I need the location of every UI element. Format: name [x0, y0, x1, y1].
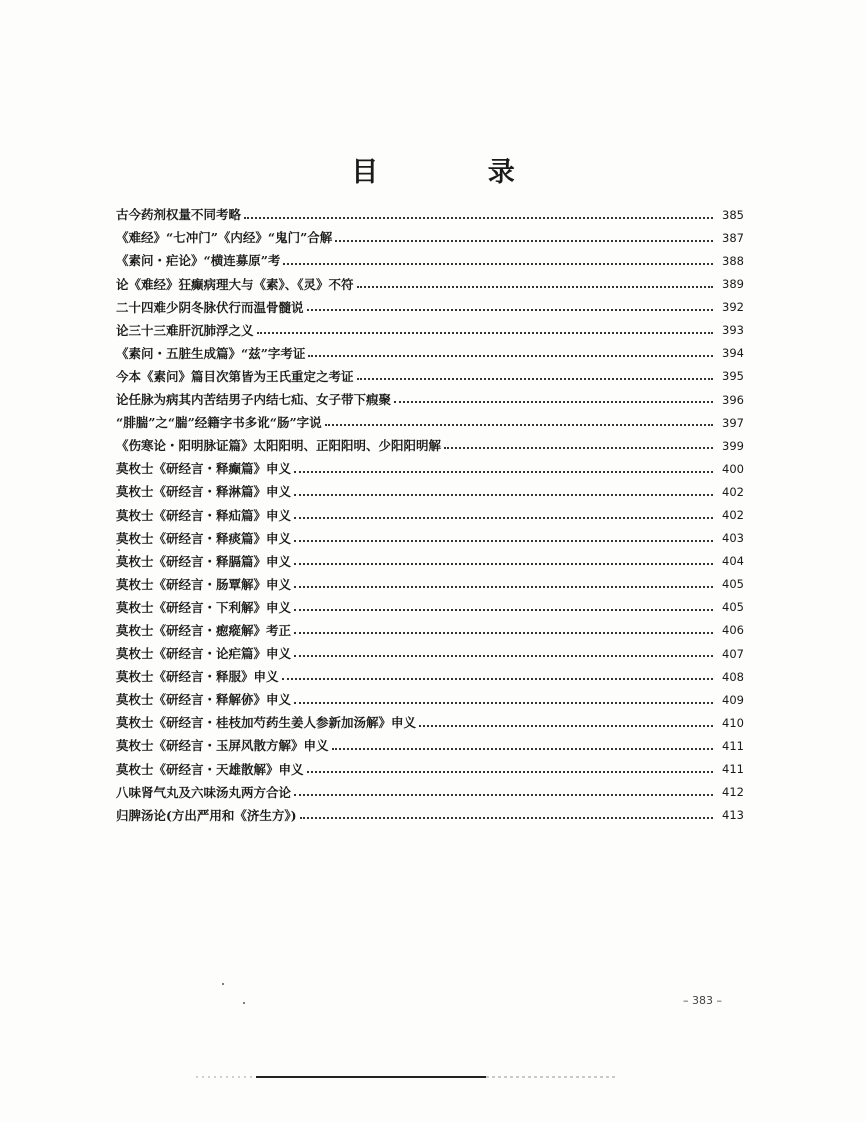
toc-entry-title: 莫枚士《研经言・释膈篇》申义: [116, 553, 292, 569]
toc-leader-dots: [357, 286, 713, 288]
toc-entry: [116, 550, 744, 573]
toc-leader-dots: [394, 401, 713, 403]
toc-leader-dots: [294, 794, 713, 796]
toc-leader-dots: [325, 424, 713, 426]
toc-entry-page: 392: [722, 300, 744, 315]
toc-leader-dots: [300, 817, 713, 819]
toc-leader-dots: [357, 378, 713, 380]
scan-speck: [243, 1002, 245, 1004]
toc-entry-page: 405: [722, 577, 744, 592]
toc-entry: [116, 250, 744, 273]
toc-leader-dots: [307, 771, 713, 773]
toc-entry-page: 406: [722, 623, 744, 638]
toc-entry-title: 《难经》“七冲门”《内经》“鬼门”合解: [116, 230, 333, 246]
toc-entry-page: 395: [722, 369, 744, 384]
toc-entry-page: 400: [722, 461, 744, 476]
toc-leader-dots: [294, 540, 713, 542]
toc-entry-page: 409: [722, 692, 744, 707]
toc-entry: [116, 666, 744, 689]
toc-entry-page: 402: [722, 484, 744, 499]
toc-entry-title: 莫枚士《研经言・释疝篇》申义: [116, 507, 292, 523]
toc-entry: [116, 435, 744, 458]
toc-entry-title: 二十四难少阴冬脉伏行而温骨髓说: [116, 299, 304, 315]
toc-entry-page: 385: [722, 207, 744, 222]
toc-leader-dots: [294, 632, 713, 634]
toc-entry-page: 412: [722, 785, 744, 800]
toc-leader-dots: [294, 471, 713, 473]
toc-entry-title: 莫枚士《研经言・释痰篇》申义: [116, 530, 292, 546]
scan-speck: [222, 983, 224, 985]
toc-leader-dots: [419, 725, 713, 727]
table-of-contents: [116, 204, 744, 828]
toc-entry-title: 莫枚士《研经言・释癫篇》申义: [116, 461, 292, 477]
toc-entry-title: 莫枚士《研经言・释解㑊》申义: [116, 692, 292, 708]
toc-leader-dots: [283, 263, 713, 265]
toc-entry: [116, 458, 744, 481]
toc-leader-dots: [294, 494, 713, 496]
toc-entry-title: “腓腨”之“腨”经籍字书多讹“肠”字说: [116, 415, 322, 431]
toc-entry: [116, 574, 744, 597]
toc-entry-page: 393: [722, 323, 744, 338]
toc-entry: [116, 712, 744, 735]
toc-entry: [116, 366, 744, 389]
toc-entry-title: 今本《素问》篇目次第皆为王氏重定之考证: [116, 368, 354, 384]
toc-entry-page: 407: [722, 646, 744, 661]
toc-entry-title: 莫枚士《研经言・释服》申义: [116, 669, 279, 685]
toc-entry: [116, 781, 744, 804]
toc-entry: [116, 412, 744, 435]
toc-entry-page: 388: [722, 253, 744, 268]
toc-entry-page: 408: [722, 669, 744, 684]
toc-entry: [116, 735, 744, 758]
toc-entry-page: 396: [722, 392, 744, 407]
toc-entry: [116, 758, 744, 781]
toc-entry: [116, 296, 744, 319]
toc-entry-title: 莫枚士《研经言・论疟篇》申义: [116, 646, 292, 662]
toc-entry-page: 413: [722, 808, 744, 823]
toc-entry-title: 《伤寒论・阳明脉证篇》太阳阳明、正阳阳明、少阳阳明解: [116, 438, 442, 454]
toc-leader-dots: [257, 332, 713, 334]
toc-entry-title: 莫枚士《研经言・天雄散解》申义: [116, 761, 304, 777]
toc-entry-title: 莫枚士《研经言・瘛瘲解》考正: [116, 622, 292, 638]
toc-entry-title: 莫枚士《研经言・释淋篇》申义: [116, 484, 292, 500]
toc-entry: [116, 689, 744, 712]
toc-entry-page: 389: [722, 277, 744, 292]
toc-leader-dots: [294, 517, 713, 519]
toc-leader-dots: [294, 609, 713, 611]
toc-entry: [116, 804, 744, 827]
toc-entry-title: 《素问・疟论》“横连募原”考: [116, 253, 281, 269]
toc-entry-title: 古今药剂权量不同考略: [116, 207, 242, 223]
toc-entry: [116, 527, 744, 550]
toc-entry-title: 莫枚士《研经言・肠覃解》申义: [116, 576, 292, 592]
toc-entry-title: 莫枚士《研经言・桂枝加芍药生姜人参新加汤解》申义: [116, 715, 417, 731]
toc-entry-page: 410: [722, 715, 744, 730]
toc-entry: [116, 204, 744, 227]
toc-leader-dots: [308, 355, 713, 357]
toc-entry: [116, 389, 744, 412]
toc-entry-title: 莫枚士《研经言・下利解》申义: [116, 599, 292, 615]
toc-leader-dots: [332, 748, 713, 750]
toc-entry-title: 论《难经》狂癫病理大与《素》、《灵》不符: [116, 276, 354, 292]
toc-entry-page: 399: [722, 438, 744, 453]
scan-speck: [118, 549, 120, 551]
toc-entry-page: 403: [722, 531, 744, 546]
toc-entry: [116, 620, 744, 643]
toc-leader-dots: [307, 309, 713, 311]
toc-entry: [116, 504, 744, 527]
toc-entry-title: 八味肾气丸及六味汤丸两方合论: [116, 784, 292, 800]
page-number: – 383 –: [683, 994, 722, 1007]
toc-leader-dots: [244, 217, 713, 219]
toc-entry: [116, 643, 744, 666]
toc-entry-title: 论三十三难肝沉肺浮之义: [116, 322, 254, 338]
toc-entry-page: 411: [722, 762, 744, 777]
toc-entry-page: 405: [722, 600, 744, 615]
toc-entry: [116, 227, 744, 250]
toc-entry-title: 论任脉为病其内苦结男子内结七疝、女子带下瘕聚: [116, 392, 392, 408]
toc-leader-dots: [294, 563, 713, 565]
toc-leader-dots: [294, 655, 713, 657]
toc-entry: [116, 273, 744, 296]
scan-edge-line: [196, 1075, 616, 1079]
toc-leader-dots: [335, 240, 713, 242]
page-title: 目 录: [351, 157, 565, 188]
toc-entry-page: 387: [722, 230, 744, 245]
toc-leader-dots: [294, 702, 713, 704]
toc-entry-page: 404: [722, 554, 744, 569]
toc-entry: [116, 597, 744, 620]
toc-entry-page: 411: [722, 738, 744, 753]
toc-entry-title: 归脾汤论(方出严用和《济生方》): [116, 807, 297, 823]
toc-entry-page: 397: [722, 415, 744, 430]
toc-entry: [116, 319, 744, 342]
toc-entry-title: 莫枚士《研经言・玉屏风散方解》申义: [116, 738, 329, 754]
toc-entry-page: 402: [722, 508, 744, 523]
toc-entry: [116, 343, 744, 366]
toc-leader-dots: [282, 678, 713, 680]
toc-entry: [116, 481, 744, 504]
toc-leader-dots: [294, 586, 713, 588]
toc-entry-title: 《素问・五脏生成篇》“兹”字考证: [116, 345, 306, 361]
toc-leader-dots: [444, 447, 713, 449]
toc-entry-page: 394: [722, 346, 744, 361]
